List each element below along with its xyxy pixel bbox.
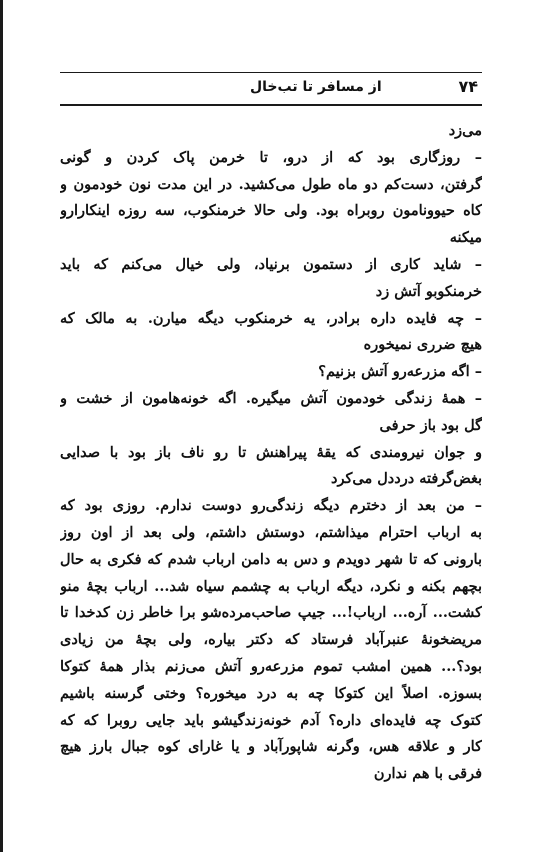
text-line: – من بعد از دخترم دیگه زندگی‌رو دوست ندارم. روزی بود که (60, 497, 482, 515)
text-line: – روزگاری بود که از درو، تا خرمن پاک کردن و گونی (60, 148, 482, 166)
text-line: هیچ ضرری نمیخوره (363, 336, 482, 354)
text-line: و جوان نیرومندی که یقهٔ پیراهنش تا رو ناف باز بود با صدایی (60, 443, 482, 461)
text-line: فرقی با هم ندارن (373, 765, 482, 783)
text-line: مریضخونهٔ عنبرآباد فرستاد که دکتر بیاره، ولی بچهٔ من زیادی (60, 631, 482, 649)
text-line: کار و علاقه هس، وگرنه شاپورآباد و یا غارای کوه جبال بارز هیچ (60, 738, 482, 756)
text-line: بود؟... همین امشب تموم مزرعه‌رو آتش می‌زنم بذار همهٔ کتوکا (60, 657, 482, 675)
text-line: بغض‌گرفته درددل می‌کرد (331, 470, 482, 488)
text-line: کتوک چه فایده‌ای داره؟ آدم خونه‌زندگیشو باید جایی روبرا که که (60, 711, 482, 729)
text-line: میکنه (449, 229, 482, 247)
text-line: بارونی که تا شهر دویدم و دس به دامن ارباب شدم که فکری به حال (60, 550, 482, 568)
text-line: – اگه مزرعه‌رو آتش بزنیم؟ (318, 363, 482, 381)
text-line: گرفتن، دست‌کم دو ماه طول می‌کشید. در این مدت نون خودمون و (60, 175, 482, 193)
text-line: – شاید کاری از دستمون برنیاد، ولی خیال می‌کنم که باید (60, 255, 482, 273)
text-line: بچهم بکنه و نکرد، دیگه ارباب به چشمم سیاه شد... ارباب بچهٔ منو (60, 577, 482, 595)
text-line: کشت... آره... ارباب!... جیپ صاحب‌مرده‌شو برا خاطر زن کدخدا تا (60, 604, 482, 622)
text-line: – چه فایده داره برادر، یه خرمنکوب دیگه میارن. به مالک که (60, 309, 482, 327)
running-title: از مسافر تا تب‌خال (250, 79, 382, 95)
page-header (60, 72, 482, 106)
text-line: خرمنکوبو آتش زد (375, 282, 482, 300)
text-line: گل بود باز حرفی (379, 416, 482, 434)
text-line: می‌زد (448, 122, 482, 139)
text-line: بسوزه. اصلاً این کتوکا چه به درد میخوره؟ وختی گرسنه باشیم (60, 684, 482, 702)
page-number: ۷۴ (458, 77, 478, 96)
text-line: کاه حیوونامون روبراه بود. ولی حالا خرمنکوب، سه روزه اینکارارو (60, 202, 482, 220)
page-left-edge (0, 0, 3, 852)
text-line: به ارباب احترام میذاشتم، دوستش داشتم، ولی بعد از اون روز (60, 523, 482, 541)
body-text (60, 118, 482, 788)
text-line: – همهٔ زندگی خودمون آتش میگیره. اگه خونه‌هامون از خشت و (60, 389, 482, 407)
